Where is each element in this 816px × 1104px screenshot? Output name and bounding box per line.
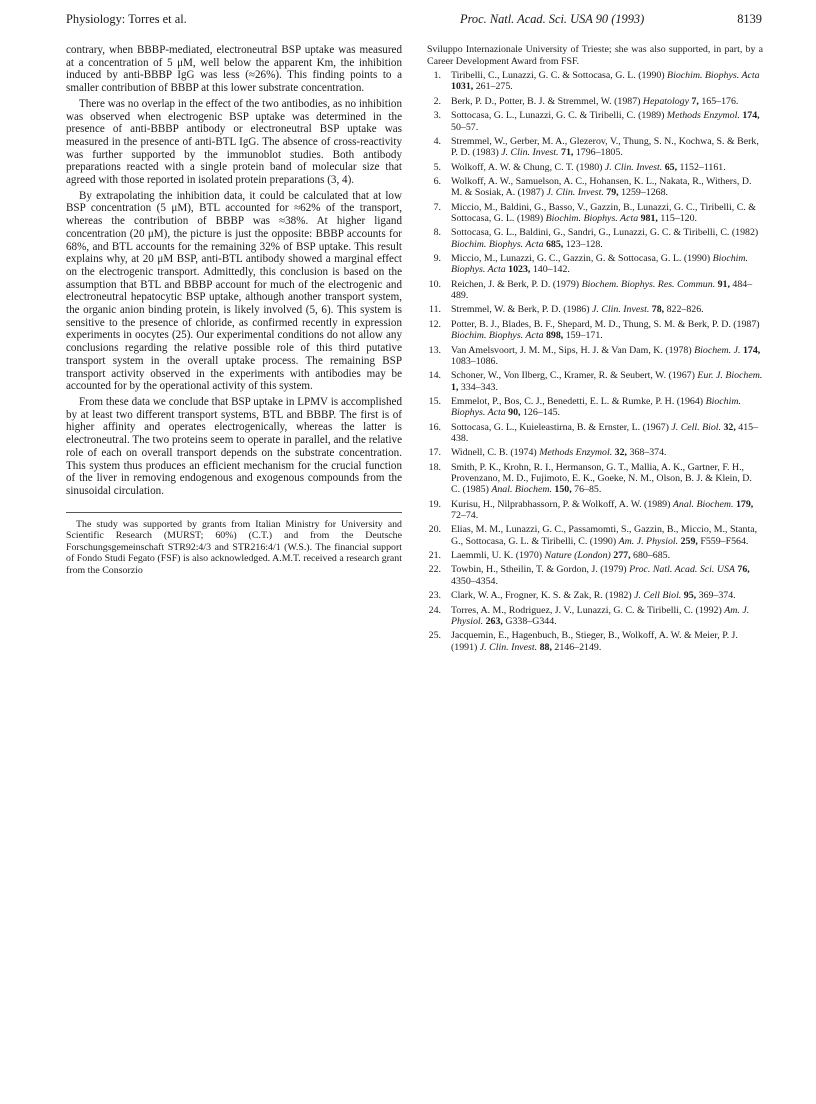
reference-authors: Sottocasa, G. L., Lunazzi, G. C. & Tiribelli, C. (1989) xyxy=(451,110,665,122)
reference-volume: 76, xyxy=(737,564,750,576)
reference-number: 10. xyxy=(428,278,441,290)
reference-volume: 685, xyxy=(545,238,564,250)
reference-pages: 4350–4354. xyxy=(451,575,498,587)
reference-item xyxy=(427,162,763,173)
reference-item xyxy=(427,70,763,93)
reference-journal: Biochem. Biophys. Res. Commun. xyxy=(581,278,716,290)
right-column xyxy=(427,44,763,656)
reference-authors: Jacquemin, E., Hagenbuch, B., Stieger, B., Wolkoff, A. W. & Meier, P. J. (1991) xyxy=(451,630,738,653)
reference-number: 25. xyxy=(428,630,441,642)
reference-authors: Potter, B. J., Blades, B. F., Shepard, M. D., Thung, S. M. & Berk, P. D. (1987) xyxy=(451,318,760,330)
reference-item xyxy=(427,227,763,250)
page-header xyxy=(66,12,762,30)
reference-pages: 415–438. xyxy=(451,421,759,444)
reference-authors: Sottocasa, G. L., Baldini, G., Sandri, G., Lunazzi, G. C. & Tiribelli, C. (1982) xyxy=(451,227,759,239)
reference-item xyxy=(427,630,763,653)
reference-journal: J. Clin. Invest. xyxy=(592,304,650,316)
reference-item xyxy=(427,447,763,458)
reference-item xyxy=(427,110,763,133)
reference-item xyxy=(427,176,763,199)
reference-volume: 88, xyxy=(539,641,552,653)
reference-journal: Biochim. Biophys. Acta xyxy=(451,238,544,250)
reference-journal: J. Clin. Invest. xyxy=(501,147,559,159)
reference-volume: 981, xyxy=(640,213,658,225)
reference-authors: Schoner, W., Von Ilberg, C., Kramer, R. & Seubert, W. (1967) xyxy=(451,370,695,382)
reference-item xyxy=(427,396,763,419)
reference-number: 1. xyxy=(433,70,441,82)
reference-pages: 115–120. xyxy=(660,213,698,225)
reference-authors: Stremmel, W. & Berk, P. D. (1986) xyxy=(451,304,590,316)
reference-journal: Hepatology xyxy=(642,95,689,107)
page-number: 8139 xyxy=(737,12,762,26)
reference-item xyxy=(427,499,763,522)
reference-item xyxy=(427,590,763,601)
reference-pages: 1796–1805. xyxy=(575,147,623,159)
reference-journal: J. Cell Biol. xyxy=(634,590,682,602)
reference-journal: J. Clin. Invest. xyxy=(479,641,538,653)
reference-item xyxy=(427,96,763,107)
reference-volume: 91, xyxy=(717,278,730,290)
reference-number: 19. xyxy=(428,498,441,510)
reference-pages: 369–374. xyxy=(698,590,736,602)
body-paragraph: There was no overlap in the effect of the two antibodies, as no inhibition was observed when electrogenic BSP uptake was determined in the presence of anti-BBBP antibody or electroneutral BSP uptake was measured in the presence of anti-BTL IgG. The absence of cross-reactivity was further supported by the immunoblot studies. Both antibody preparations reacted with a single protein band of molecular size that agreed with those reported in isolated protein preparations (3, 4). xyxy=(66,97,402,187)
reference-number: 9. xyxy=(433,253,441,265)
reference-number: 5. xyxy=(433,161,441,173)
left-column xyxy=(66,44,402,580)
reference-number: 7. xyxy=(433,201,441,213)
reference-journal: Biochim. Biophys. Acta xyxy=(451,330,544,342)
reference-number: 23. xyxy=(428,590,441,602)
reference-journal: Eur. J. Biochem. xyxy=(697,370,763,382)
reference-volume: 263, xyxy=(485,615,503,627)
reference-journal: Biochim. Biophys. Acta xyxy=(451,395,741,419)
reference-pages: 165–176. xyxy=(701,95,739,107)
reference-volume: 90, xyxy=(508,407,521,419)
reference-volume: 78, xyxy=(651,304,665,316)
reference-volume: 1031, xyxy=(451,81,474,93)
reference-authors: Berk, P. D., Potter, B. J. & Stremmel, W. (1987) xyxy=(451,95,641,107)
reference-pages: 1083–1086. xyxy=(451,355,498,367)
reference-journal: Anal. Biochem. xyxy=(672,498,734,510)
running-head-journal: Proc. Natl. Acad. Sci. USA 90 (1993) xyxy=(460,12,645,26)
reference-pages: 1259–1268. xyxy=(621,187,668,199)
reference-item xyxy=(427,136,763,159)
reference-volume: 259, xyxy=(680,535,698,547)
reference-journal: Am. J. Physiol. xyxy=(618,535,679,547)
reference-volume: 277, xyxy=(613,550,631,562)
body-paragraph: By extrapolating the inhibition data, it could be calculated that at low BSP concentration (5 μM), BTL accounted for ≈62% of the transport, whereas the contribution of BBBP was ≈38%. At higher ligand concentration (20 μM), the picture is just the opposite: BBBP accounts for 68%, and BTL accounts for the remaining 32% of BSP uptake. This result explains why, at 20 μM BSP, anti-BTL antibody showed a marginal effect on the electrogenic transport. Admittedly, this conclusion is based on the assumption that BTL and BBBP account for much of the electrogenic and electroneutral hepatocytic BSP uptake, although another transport system, the organic anion binding protein, is likely involved (5, 6). This system is sensitive to the presence of chloride, as confirmed recently in expression experiments in oocytes (25). Our experimental conditions do not allow any conclusions regarding the relative possible role of this third putative transport system in the overall uptake process. The remaining BSP transport activity observed in the experiments with antibodies may be accounted for by the operational activity of this system. xyxy=(66,189,402,393)
reference-item xyxy=(427,422,763,445)
reference-pages: 368–374. xyxy=(629,447,667,459)
reference-journal: Methods Enzymol. xyxy=(539,447,613,459)
reference-number: 3. xyxy=(433,110,441,122)
acknowledgment-divider xyxy=(66,512,402,513)
reference-number: 12. xyxy=(428,318,441,330)
reference-authors: Widnell, C. B. (1974) xyxy=(451,447,537,459)
reference-pages: 72–74. xyxy=(451,509,479,521)
reference-item xyxy=(427,202,763,225)
reference-number: 14. xyxy=(428,370,441,382)
reference-journal: Proc. Natl. Acad. Sci. USA xyxy=(629,564,735,576)
reference-pages: 50–57. xyxy=(451,121,479,133)
reference-pages: 123–128. xyxy=(565,238,603,250)
reference-volume: 174, xyxy=(742,110,760,122)
reference-authors: Wolkoff, A. W. & Chung, C. T. (1980) xyxy=(451,161,603,173)
reference-authors: Clark, W. A., Frogner, K. S. & Zak, R. (1982) xyxy=(451,590,632,602)
reference-volume: 32, xyxy=(614,447,627,459)
reference-authors: Miccio, M., Baldini, G., Basso, V., Gazzin, B., Lunazzi, G. C., Tiribelli, C. & Sottocasa, G. L. (1989) xyxy=(451,201,756,225)
reference-item xyxy=(427,279,763,302)
reference-journal: Biochim. Biophys. Acta xyxy=(667,70,760,82)
reference-journal: J. Cell. Biol. xyxy=(671,421,722,433)
reference-journal: J. Clin. Invest. xyxy=(546,187,604,199)
reference-number: 4. xyxy=(433,135,441,147)
reference-number: 22. xyxy=(428,564,441,576)
reference-volume: 79, xyxy=(606,187,619,199)
reference-item xyxy=(427,304,763,315)
reference-journal: Biochim. Biophys. Acta xyxy=(451,253,749,276)
reference-item xyxy=(427,564,763,587)
reference-item xyxy=(427,253,763,276)
reference-pages: 76–85. xyxy=(574,484,602,496)
reference-item xyxy=(427,370,763,393)
reference-authors: Wolkoff, A. W., Samuelson, A. C., Hohansen, K. L., Nakata, R., Withers, D. M. & Sosiak, A. (1987) xyxy=(451,176,752,199)
reference-list xyxy=(427,70,763,653)
reference-authors: Tiribelli, C., Lunazzi, G. C. & Sottocasa, G. L. (1990) xyxy=(451,70,665,82)
reference-journal: Am. J. Physiol. xyxy=(451,604,750,627)
reference-item xyxy=(427,462,763,496)
reference-item xyxy=(427,550,763,561)
reference-number: 18. xyxy=(428,461,441,473)
reference-journal: Nature (London) xyxy=(544,550,611,562)
reference-volume: 71, xyxy=(561,147,574,159)
reference-authors: Torres, A. M., Rodriguez, J. V., Lunazzi, G. C. & Tiribelli, C. (1992) xyxy=(451,604,722,616)
body-paragraph: From these data we conclude that BSP uptake in LPMV is accomplished by at least two different transport systems, BTL and BBBP. The first is of higher affinity and operates electrogenically, whereas the latter is electroneutral. The two proteins seem to operate in parallel, and the relative role of each on overall transport depends on the substrate concentration. This system thus produces an efficient mechanism for the crucial function of the liver in removing endogenous and exogenous compounds from the sinusoidal circulation. xyxy=(66,395,402,497)
reference-authors: Stremmel, W., Gerber, M. A., Glezerov, V., Thung, S. N., Kochwa, S. & Berk, P. D. (1983) xyxy=(451,135,759,159)
reference-pages: G338–G344. xyxy=(505,615,557,627)
reference-number: 16. xyxy=(428,421,441,433)
reference-pages: 1152–1161. xyxy=(679,161,726,173)
reference-journal: J. Clin. Invest. xyxy=(604,161,663,173)
reference-pages: 2146–2149. xyxy=(554,641,602,653)
reference-authors: Kurisu, H., Nilprabhassorn, P. & Wolkoff, A. W. (1989) xyxy=(451,498,671,510)
reference-authors: Miccio, M., Lunazzi, G. C., Gazzin, G. & Sottocasa, G. L. (1990) xyxy=(451,253,711,265)
reference-number: 11. xyxy=(429,304,441,316)
reference-journal: Biochim. Biophys. Acta xyxy=(545,213,639,225)
reference-authors: Smith, P. K., Krohn, R. I., Hermanson, G. T., Mallia, A. K., Gartner, F. H., Provenzano, M. D., Fujimoto, E. K., Goeke, N. M., Olson, B. J. & Klein, D. C. (1985) xyxy=(451,461,752,496)
reference-volume: 1, xyxy=(451,381,459,393)
reference-pages: 140–142. xyxy=(532,264,570,276)
reference-authors: Elias, M. M., Lunazzi, G. C., Passamomti, S., Gazzin, B., Miccio, M., Stanta, G., Sottocasa, G. L. & Tiribelli, C. (1990) xyxy=(451,524,758,547)
reference-pages: F559–F564. xyxy=(700,535,749,547)
reference-volume: 150, xyxy=(554,484,572,496)
reference-number: 15. xyxy=(428,395,441,407)
reference-authors: Towbin, H., Stheilin, T. & Gordon, J. (1979) xyxy=(451,564,627,576)
reference-number: 2. xyxy=(433,95,441,107)
reference-authors: Reichen, J. & Berk, P. D. (1979) xyxy=(451,278,580,290)
reference-journal: Biochem. J. xyxy=(694,344,741,356)
reference-number: 20. xyxy=(428,524,441,536)
reference-number: 24. xyxy=(428,604,441,616)
reference-number: 21. xyxy=(428,550,441,562)
reference-authors: Laemmli, U. K. (1970) xyxy=(451,550,543,562)
acknowledgment-text: The study was supported by grants from Italian Ministry for University and Scientific Research (MURST; 60%) (C.T.) and from the Deutsche Forschungsgemeinschaft STR92:4/3 and STR216:4/1 (W.S.). The financial support of Fondo Studi Fegato (FSF) is also acknowledged. A.M.T. received a research grant from the Consorzio xyxy=(66,518,402,576)
reference-volume: 32, xyxy=(723,421,736,433)
acknowledgment-continued: Sviluppo Internazionale University of Trieste; she was also supported, in part, by a Career Development Award from FSF. xyxy=(427,44,763,67)
reference-authors: Van Amelsvoort, J. M. M., Sips, H. J. & Van Dam, K. (1978) xyxy=(451,344,692,356)
reference-number: 17. xyxy=(428,447,441,459)
reference-pages: 822–826. xyxy=(666,304,704,316)
reference-item xyxy=(427,524,763,547)
reference-pages: 680–685. xyxy=(633,550,671,562)
reference-item xyxy=(427,345,763,368)
reference-pages: 126–145. xyxy=(522,407,560,419)
reference-item xyxy=(427,319,763,342)
running-head-section: Physiology: Torres et al. xyxy=(66,12,187,26)
body-paragraph: contrary, when BBBP-mediated, electroneutral BSP uptake was measured at a concentration of 5 μM, well below the apparent Km, the inhibition induced by anti-BBBP IgG was less (≈26%). This finding points to a smaller contribution of BBBP at this lower substrate concentration. xyxy=(66,44,402,95)
reference-journal: Methods Enzymol. xyxy=(666,110,740,122)
reference-volume: 65, xyxy=(664,161,678,173)
reference-pages: 484–489. xyxy=(451,278,753,302)
reference-volume: 179, xyxy=(735,498,754,510)
reference-pages: 261–275. xyxy=(475,81,513,93)
reference-number: 13. xyxy=(428,344,441,356)
reference-pages: 159–171. xyxy=(565,330,603,342)
reference-authors: Sottocasa, G. L., Kuieleastirna, B. & Ernster, L. (1967) xyxy=(451,421,669,433)
reference-number: 6. xyxy=(433,176,441,188)
reference-volume: 1023, xyxy=(508,264,531,276)
reference-volume: 7, xyxy=(691,95,699,107)
reference-number: 8. xyxy=(433,227,441,239)
reference-volume: 174, xyxy=(742,344,761,356)
reference-pages: 334–343. xyxy=(460,381,498,393)
reference-item xyxy=(427,605,763,628)
reference-volume: 898, xyxy=(545,330,564,342)
reference-volume: 95, xyxy=(683,590,697,602)
reference-journal: Anal. Biochem. xyxy=(491,484,552,496)
reference-authors: Emmelot, P., Bos, C. J., Benedetti, E. L. & Rumke, P. H. (1964) xyxy=(451,395,704,407)
